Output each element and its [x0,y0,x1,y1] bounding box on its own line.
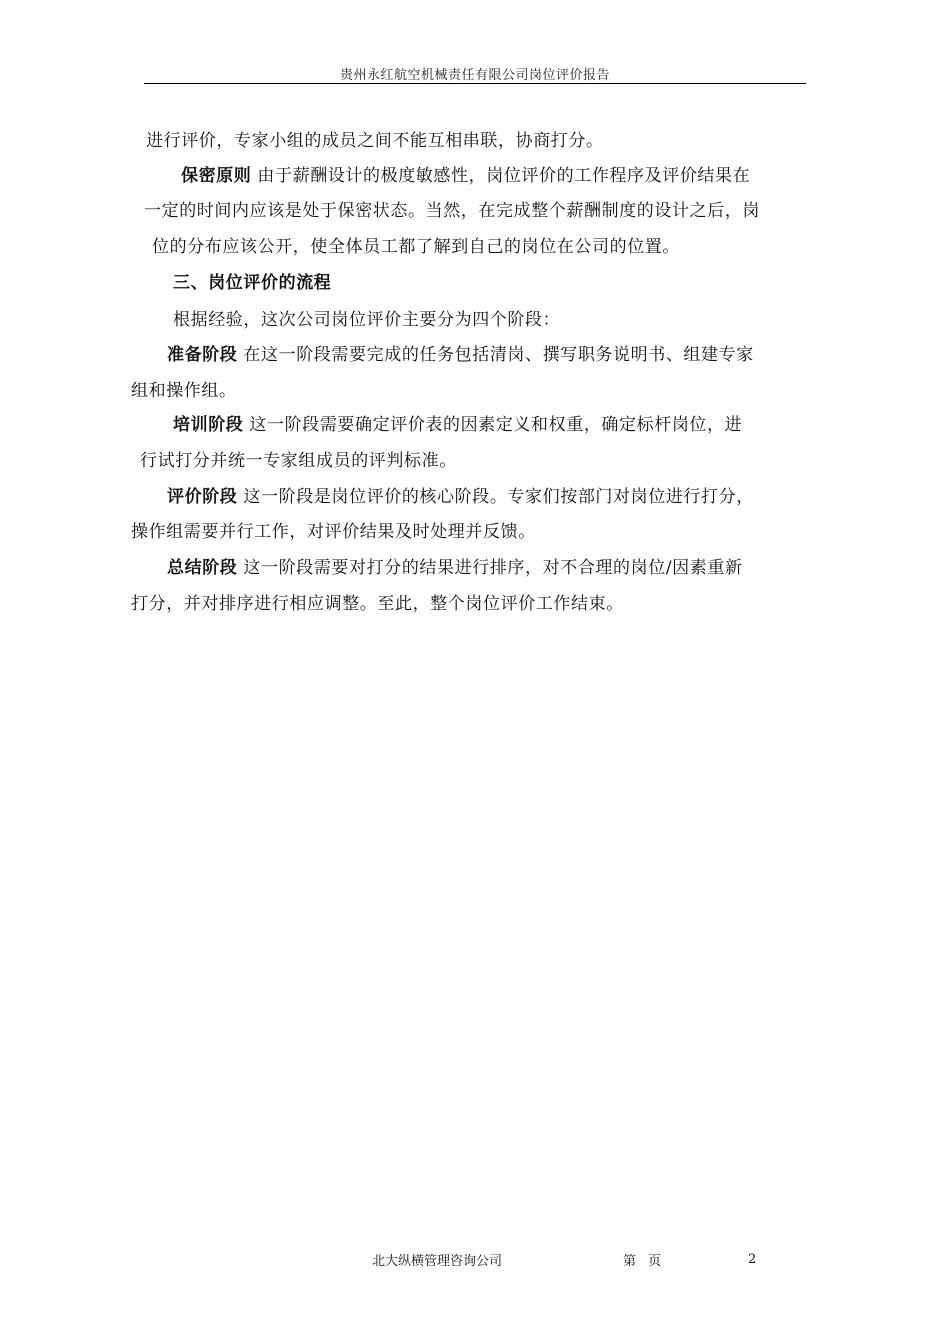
paragraph-line: 根据经验，这次公司岗位评价主要分为四个阶段： [173,310,561,330]
paragraph-line [167,340,754,365]
paragraph-line: 进行评价，专家小组的成员之间不能互相串联，协商打分。 [146,131,604,151]
section-heading: 三、岗位评价的流程 [173,273,332,293]
paragraph-line: 打分，并对排序进行相应调整。至此，整个岗位评价工作结束。 [131,594,624,614]
term-confidentiality-principle: 保密原则 [181,166,252,186]
term-evaluation-stage: 评价阶段 [167,487,238,507]
paragraph-text: 这一阶段需要确定评价表的因素定义和权重，确定标杆岗位，进 [249,415,743,435]
paragraph-text: 由于薪酬设计的极度敏感性，岗位评价的工作程序及评价结果在 [257,166,751,186]
paragraph-line [167,482,754,507]
footer-company: 北大纵横管理咨询公司 [372,1254,503,1269]
term-summary-stage: 总结阶段 [167,558,238,578]
term-preparation-stage: 准备阶段 [167,345,238,365]
paragraph-text: 在这一阶段需要完成的任务包括清岗、撰写职务说明书、组建专家 [243,345,754,365]
paragraph-line: 行试打分并统一专家组成员的评判标准。 [140,451,457,471]
paragraph-line: 一定的时间内应该是处于保密状态。当然，在完成整个薪酬制度的设计之后，岗 [144,201,760,221]
paragraph-line: 位的分布应该公开，使全体员工都了解到自己的岗位在公司的位置。 [152,237,680,257]
header-divider [144,83,806,84]
paragraph-line [173,410,742,435]
paragraph-line: 操作组需要并行工作，对评价结果及时处理并反馈。 [131,522,536,542]
paragraph-line [181,161,750,186]
paragraph-text: 这一阶段需要对打分的结果进行排序，对不合理的岗位/因素重新 [243,558,743,578]
term-training-stage: 培训阶段 [173,415,244,435]
footer-page-label: 第 页 [623,1254,662,1269]
footer-page-number: 2 [748,1252,757,1267]
paragraph-line [167,553,743,578]
paragraph-text: 这一阶段是岗位评价的核心阶段。专家们按部门对岗位进行打分， [243,487,754,507]
page-header-title: 贵州永红航空机械责任有限公司岗位评价报告 [339,68,610,83]
paragraph-line: 组和操作组。 [131,381,237,401]
